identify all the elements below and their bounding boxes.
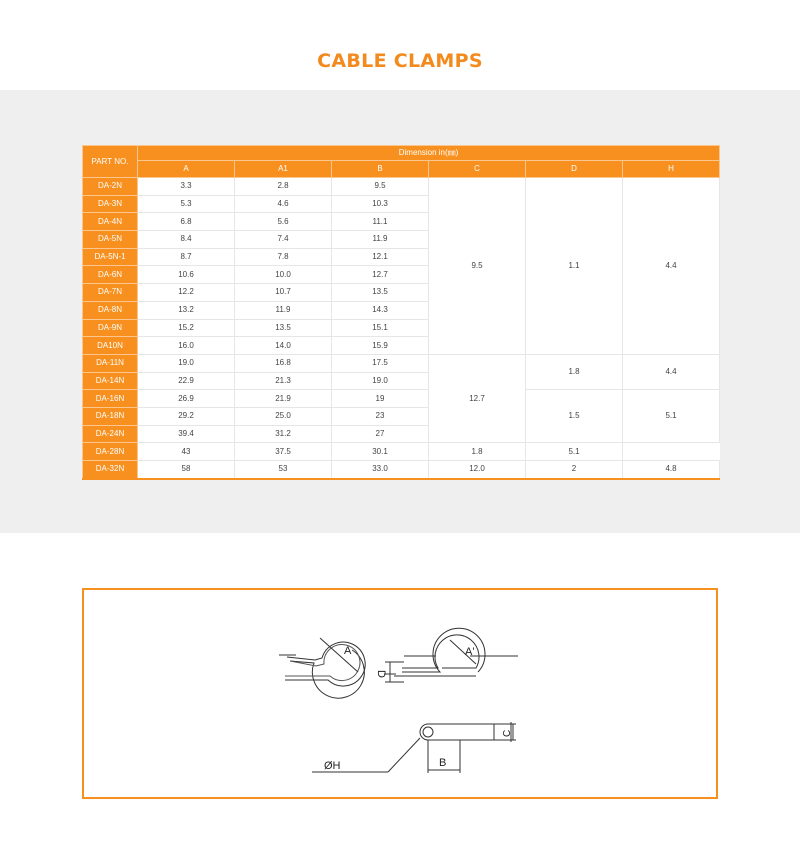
value-a1: 10.7 <box>235 284 332 302</box>
value-a1: 21.3 <box>235 372 332 390</box>
value-b: 23 <box>332 407 429 425</box>
value-a: 15.2 <box>138 319 235 337</box>
clamp-top-view <box>312 722 516 773</box>
dimension-header: Dimension in(㎜) <box>138 146 720 161</box>
table-row <box>83 178 720 196</box>
value-d: 1.1 <box>526 178 623 355</box>
value-a: 16.0 <box>138 337 235 355</box>
value-a: 26.9 <box>138 390 235 408</box>
value-b: 33.0 <box>332 461 429 479</box>
part-number: DA10N <box>83 337 138 355</box>
value-h: 4.8 <box>623 461 720 479</box>
value-a1: 31.2 <box>235 425 332 443</box>
value-b: 27 <box>332 425 429 443</box>
value-a1: 7.8 <box>235 248 332 266</box>
value-a: 13.2 <box>138 301 235 319</box>
dimension-table <box>82 145 720 480</box>
part-number: DA-5N <box>83 231 138 249</box>
column-header-h: H <box>623 161 720 178</box>
part-number: DA-9N <box>83 319 138 337</box>
label-a1: A' <box>465 646 475 658</box>
part-number: DA-7N <box>83 284 138 302</box>
value-a: 39.4 <box>138 425 235 443</box>
value-a1: 16.8 <box>235 354 332 372</box>
clamp-side-view-left <box>279 638 365 698</box>
value-h: 5.1 <box>623 390 720 443</box>
value-a: 19.0 <box>138 354 235 372</box>
value-a1: 10.0 <box>235 266 332 284</box>
value-a: 8.4 <box>138 231 235 249</box>
label-a: A <box>344 645 352 657</box>
value-b: 11.9 <box>332 231 429 249</box>
column-header-a1: A1 <box>235 161 332 178</box>
value-b: 19.0 <box>332 372 429 390</box>
part-number: DA-11N <box>83 354 138 372</box>
label-h: ØH <box>324 760 341 772</box>
part-number: DA-3N <box>83 195 138 213</box>
value-b: 30.1 <box>332 443 429 461</box>
table-row <box>83 354 720 372</box>
value-a1: 11.9 <box>235 301 332 319</box>
value-a: 12.2 <box>138 284 235 302</box>
part-number: DA-5N-1 <box>83 248 138 266</box>
value-h: 4.4 <box>623 178 720 355</box>
value-a: 43 <box>138 443 235 461</box>
mounting-hole <box>423 727 433 737</box>
part-number: DA-6N <box>83 266 138 284</box>
part-number: DA-24N <box>83 425 138 443</box>
value-a: 6.8 <box>138 213 235 231</box>
part-number: DA-32N <box>83 461 138 479</box>
value-a1: 13.5 <box>235 319 332 337</box>
value-d: 1.8 <box>429 443 526 461</box>
value-d: 1.5 <box>526 390 623 443</box>
part-number: DA-14N <box>83 372 138 390</box>
value-b: 12.1 <box>332 248 429 266</box>
value-c: 9.5 <box>429 178 526 355</box>
column-header-c: C <box>429 161 526 178</box>
value-a1: 2.8 <box>235 178 332 196</box>
clamp-technical-drawing <box>84 590 720 801</box>
value-a: 10.6 <box>138 266 235 284</box>
clamp-diagram-panel <box>82 588 718 799</box>
value-a1: 21.9 <box>235 390 332 408</box>
table-row <box>83 390 720 408</box>
value-c: 12.0 <box>429 461 526 479</box>
page-title: CABLE CLAMPS <box>317 50 483 72</box>
value-a: 22.9 <box>138 372 235 390</box>
label-c: C <box>502 729 513 737</box>
value-b: 15.9 <box>332 337 429 355</box>
part-number: DA-18N <box>83 407 138 425</box>
column-header-d: D <box>526 161 623 178</box>
value-a1: 37.5 <box>235 443 332 461</box>
column-header-b: B <box>332 161 429 178</box>
value-a1: 7.4 <box>235 231 332 249</box>
value-b: 11.1 <box>332 213 429 231</box>
value-h: 4.4 <box>623 354 720 389</box>
value-a: 5.3 <box>138 195 235 213</box>
column-header-a: A <box>138 161 235 178</box>
part-number: DA-16N <box>83 390 138 408</box>
value-h: 5.1 <box>526 443 623 461</box>
value-a1: 25.0 <box>235 407 332 425</box>
value-b: 13.5 <box>332 284 429 302</box>
value-b: 12.7 <box>332 266 429 284</box>
part-no-header: PART NO. <box>83 146 138 178</box>
value-b: 15.1 <box>332 319 429 337</box>
dimension-d <box>375 662 404 682</box>
value-b: 19 <box>332 390 429 408</box>
label-b: B <box>439 757 447 769</box>
value-a: 3.3 <box>138 178 235 196</box>
part-number: DA-4N <box>83 213 138 231</box>
value-a1: 4.6 <box>235 195 332 213</box>
part-number: DA-28N <box>83 443 138 461</box>
value-b: 10.3 <box>332 195 429 213</box>
part-number: DA-8N <box>83 301 138 319</box>
value-a: 29.2 <box>138 407 235 425</box>
value-c: 12.7 <box>429 354 526 442</box>
clamp-side-view-right <box>384 628 518 676</box>
value-b: 17.5 <box>332 354 429 372</box>
label-d: D <box>375 670 387 678</box>
value-b: 14.3 <box>332 301 429 319</box>
value-d: 1.8 <box>526 354 623 389</box>
value-d: 2 <box>526 461 623 479</box>
table-row <box>83 461 720 479</box>
value-b: 9.5 <box>332 178 429 196</box>
value-a1: 53 <box>235 461 332 479</box>
value-a1: 5.6 <box>235 213 332 231</box>
value-a1: 14.0 <box>235 337 332 355</box>
value-a: 58 <box>138 461 235 479</box>
table-row <box>83 443 720 461</box>
part-number: DA-2N <box>83 178 138 196</box>
value-a: 8.7 <box>138 248 235 266</box>
